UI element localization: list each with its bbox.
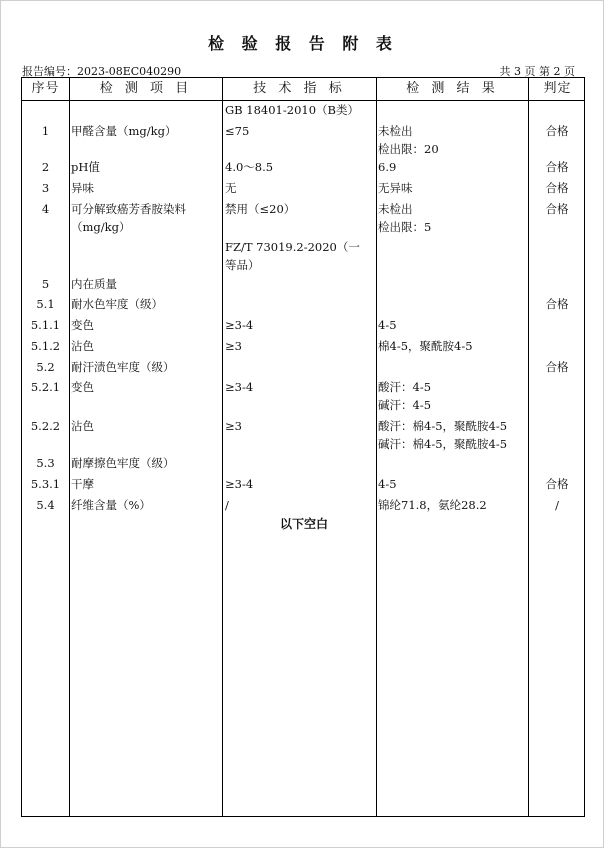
blank-note: 以下空白 [279,517,328,531]
row-number: 1 [41,124,50,138]
row-number: 3 [41,181,50,195]
row-result: 4-5 [378,477,397,491]
standard-gb: GB 18401-2010（B类） [225,103,359,117]
row-number: 5 [41,277,50,291]
row-number: 5.3 [36,456,55,470]
row-spec: 无 [225,181,237,195]
report-number: 报告编号：2023-08EC040290 [22,65,182,78]
row-result: 6.9 [378,160,397,174]
header-item: 检 测 项 目 [99,81,193,96]
row-spec: ≥3 [225,419,242,433]
row-number: 5.4 [36,498,55,512]
row-item: 耐水色牢度（级） [71,297,163,311]
row-result: 检出限：20 [378,142,439,156]
row-item: 耐汗渍色牢度（级） [71,360,175,374]
page-info: 共 3 页 第 2 页 [499,65,575,78]
column-divider [528,78,529,816]
row-item: 异味 [71,181,94,195]
row-spec: ≤75 [225,124,250,138]
row-result: 碱汗：4-5 [378,398,432,412]
row-spec: ≥3-4 [225,380,254,394]
row-judgement: 合格 [545,160,569,174]
header-result: 检 测 结 果 [406,81,499,96]
row-judgement: 合格 [545,202,569,216]
row-judgement: 合格 [545,360,569,374]
row-judgement: 合格 [545,297,569,311]
row-spec: ≥3-4 [225,477,254,491]
row-judgement: 合格 [545,477,569,491]
standard-fzt-line1: FZ/T 73019.2-2020（一 [225,240,360,254]
row-item: 内在质量 [71,277,117,291]
column-divider [376,78,377,816]
row-result: 未检出 [378,202,413,216]
row-item: pH值 [71,160,100,174]
row-item: 干摩 [71,477,94,491]
row-result: 酸汗：棉4-5，聚酰胺4-5 [378,419,508,433]
row-result: 锦纶71.8，氨纶28.2 [378,498,487,512]
header-judge: 判定 [543,81,572,96]
header-spec: 技 术 指 标 [253,81,346,96]
row-result: 无异味 [378,181,413,195]
row-result: 未检出 [378,124,413,138]
row-number: 5.3.1 [30,477,61,491]
row-item: 甲醛含量（mg/kg） [71,124,177,138]
row-item: 耐摩擦色牢度（级） [71,456,175,470]
report-table [21,77,585,817]
row-result: 酸汗：4-5 [378,380,432,394]
row-result: 碱汗：棉4-5，聚酰胺4-5 [378,437,508,451]
row-number: 4 [41,202,50,216]
row-judgement: / [555,498,559,512]
row-spec: ≥3-4 [225,318,254,332]
row-number: 2 [41,160,50,174]
row-item: 沾色 [71,339,94,353]
row-judgement: 合格 [545,181,569,195]
row-item: （mg/kg） [71,220,131,234]
page-title: 检 验 报 告 附 表 [208,34,398,53]
row-spec: / [225,498,229,512]
row-item: 变色 [71,380,94,394]
row-number: 5.2.1 [30,380,61,394]
row-item: 沾色 [71,419,94,433]
row-item: 纤维含量（%） [71,498,151,512]
header-no: 序号 [31,81,60,96]
row-spec: 4.0～8.5 [225,160,274,174]
row-judgement: 合格 [545,124,569,138]
row-result: 棉4-5，聚酰胺4-5 [378,339,473,353]
row-number: 5.1.2 [30,339,61,353]
row-spec: ≥3 [225,339,242,353]
row-item: 可分解致癌芳香胺染料 [71,202,186,216]
row-number: 5.1.1 [30,318,61,332]
column-divider [222,78,223,816]
row-number: 5.2.2 [30,419,61,433]
row-number: 5.2 [36,360,55,374]
row-result: 检出限：5 [378,220,432,234]
column-divider [69,78,70,816]
row-spec: 禁用（≤20） [225,202,296,216]
row-number: 5.1 [36,297,55,311]
row-result: 4-5 [378,318,397,332]
row-item: 变色 [71,318,94,332]
standard-fzt-line2: 等品） [225,258,260,272]
